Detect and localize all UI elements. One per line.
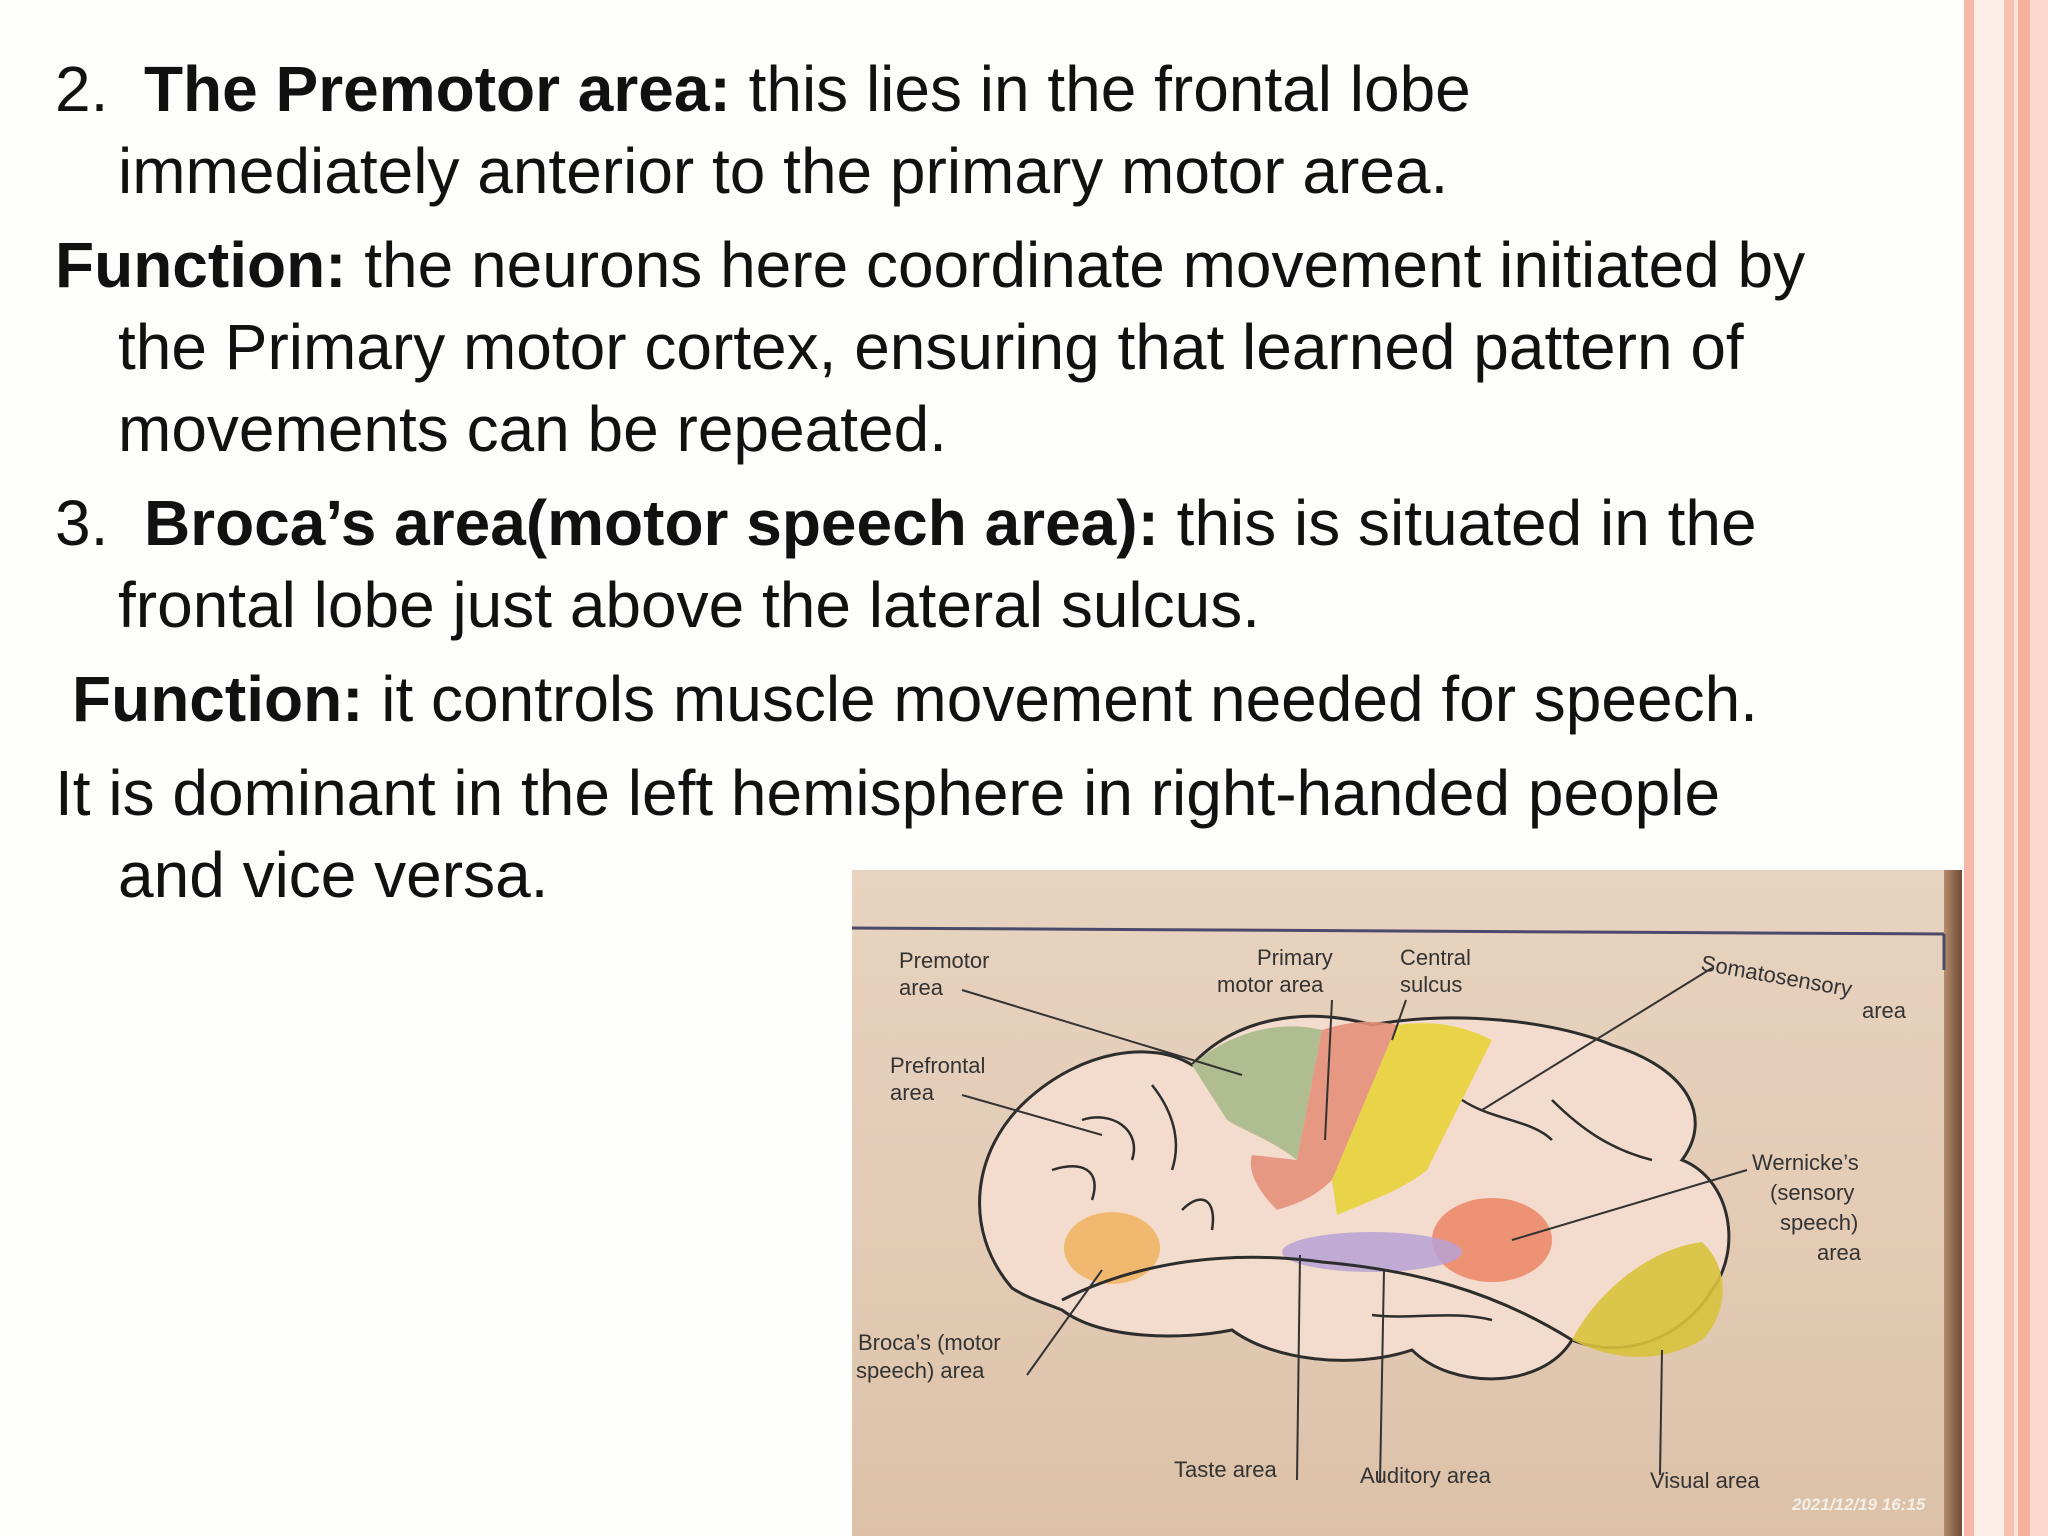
label-prefrontal: Prefrontal — [890, 1053, 986, 1078]
svg-text:area: area — [899, 975, 944, 1000]
svg-text:area: area — [1862, 998, 1907, 1023]
item-premotor: 2. The Premotor area: this lies in the frontal lobe immediately anterior to the primary motor area. — [55, 53, 1471, 207]
label-taste: Taste area — [1174, 1457, 1277, 1482]
label-central-sulcus: Central — [1400, 945, 1471, 970]
label-premotor: Premotor — [899, 948, 990, 973]
broca-region — [1064, 1212, 1160, 1284]
function-premotor: Function: the neurons here coordinate movement initiated by the Primary motor cortex, ensuring that learned pattern of movements can be repeated. — [55, 229, 1806, 465]
svg-text:area: area — [1817, 1240, 1862, 1265]
svg-text:sulcus: sulcus — [1400, 972, 1463, 997]
function-label: Function: — [72, 663, 364, 735]
function-broca: Function: it controls muscle movement needed for speech. — [72, 663, 1758, 735]
broca-title: Broca’s area(motor speech area): — [143, 487, 1159, 559]
svg-text:motor area: motor area — [1217, 972, 1324, 997]
label-broca: Broca’s (motor — [858, 1330, 1001, 1355]
premotor-title: The Premotor area: — [143, 53, 731, 125]
auditory-region — [1282, 1232, 1462, 1272]
item-broca: 3. Broca’s area(motor speech area): this is situated in the frontal lobe just above the lateral sulcus. — [55, 487, 1757, 641]
wernicke-region — [1432, 1198, 1552, 1282]
label-auditory: Auditory area — [1360, 1463, 1491, 1488]
brain-diagram-photo — [852, 870, 1962, 1536]
svg-text:(sensory: (sensory — [1770, 1180, 1855, 1205]
svg-text:speech) area: speech) area — [856, 1358, 985, 1383]
page-rule — [852, 928, 1944, 934]
brain-diagram — [852, 870, 1962, 1536]
photo-timestamp: 2021/12/19 16:15 — [1792, 1495, 1926, 1514]
function-label: Function: — [55, 229, 347, 301]
label-somatosensory: Somatosensory — [1699, 950, 1855, 1002]
dominance-note: It is dominant in the left hemisphere in right-handed people and vice versa. — [55, 757, 1721, 911]
svg-text:speech): speech) — [1780, 1210, 1859, 1235]
decorative-border — [1964, 0, 2048, 1536]
svg-text:area: area — [890, 1080, 935, 1105]
label-wernicke: Wernicke’s — [1752, 1150, 1859, 1175]
label-primary-motor: Primary — [1257, 945, 1333, 970]
slide-content — [55, 48, 1955, 928]
label-visual: Visual area — [1650, 1468, 1760, 1493]
